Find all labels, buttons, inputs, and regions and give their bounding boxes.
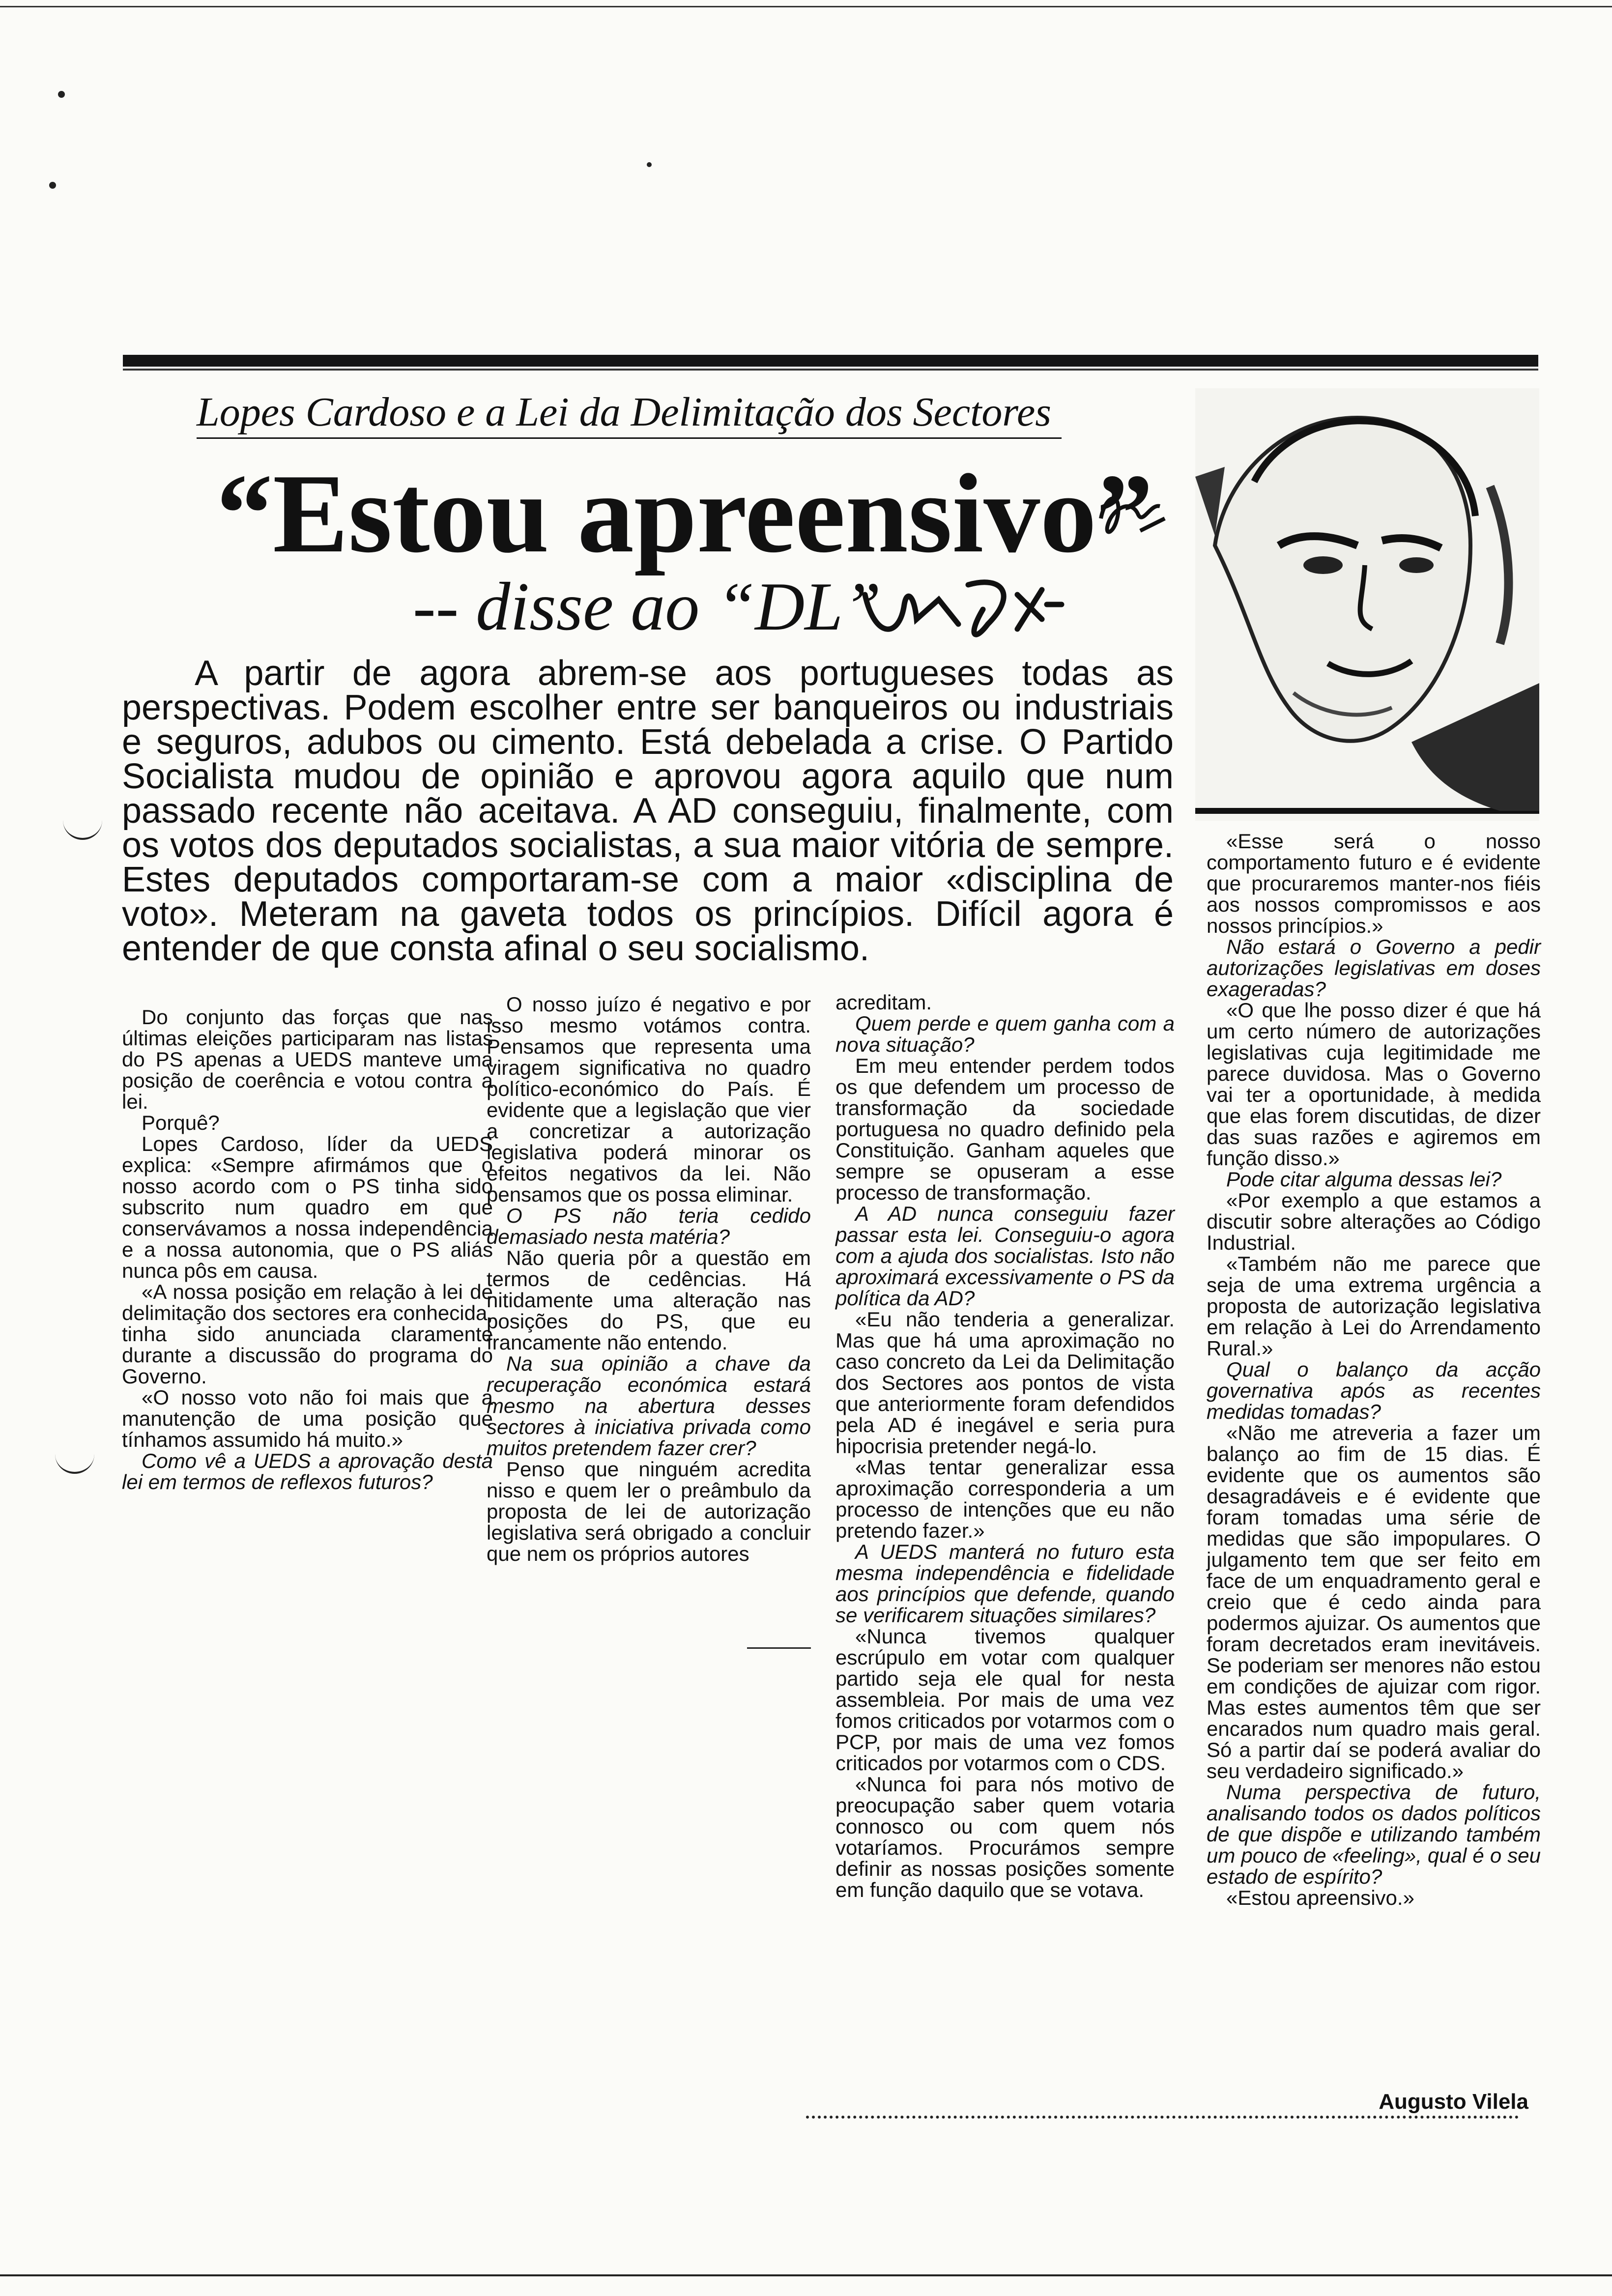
question: Qual o balanço da acção governativa após as recentes medidas tomadas? <box>1207 1358 1541 1423</box>
question: A AD nunca conseguiu fazer passar esta lei. Conseguiu-o agora com a ajuda dos socialistas. Isto não aproximará excessivamente o PS da política da AD? <box>835 1202 1175 1310</box>
paragraph: «O nosso voto não foi mais que a manutenção de uma posição que tínhamos assumido há muito.» <box>122 1386 493 1451</box>
question: O PS não teria cedido demasiado nesta matéria? <box>487 1204 811 1248</box>
speck <box>49 182 56 189</box>
dotted-leader <box>806 2116 1519 2119</box>
header-rule-thin <box>123 369 1538 371</box>
column-2 <box>487 994 811 1564</box>
paragraph: «Estou apreensivo.» <box>1226 1886 1414 1909</box>
speck <box>647 162 652 167</box>
kicker: Lopes Cardoso e a Lei da Delimitação dos Sectores <box>197 389 1051 435</box>
paragraph: «Eu não tenderia a generalizar. Mas que há uma aproximação no caso concreto da Lei da Delimitação dos Sectores aos pontos de vista que anteriormente foram defendidos pela AD é inegável e seria pura hipocrisia pretender negá-lo. <box>835 1308 1175 1458</box>
handwritten-signature <box>855 565 1150 663</box>
paragraph: acreditam. <box>835 991 932 1014</box>
paragraph: «A nossa posição em relação à lei de delimitação dos sectores era conhecida, tinha sido anunciada claramente durante a discussão do programa do Governo. <box>122 1280 493 1388</box>
paragraph: Penso que ninguém acredita nisso e quem ler o preâmbulo da proposta de lei de autorização legislativa será obrigado a concluir que nem os próprios autores <box>487 1458 811 1565</box>
column-4 <box>1207 831 1541 1908</box>
paragraph: Em meu entender perdem todos os que defendem um processo de transformação da sociedade portuguesa no quadro definido pela Constituição. Ganham aqueles que sempre se opuseram a esse processo de transformação. <box>835 1054 1175 1204</box>
paragraph: «Também não me parece que seja de uma extrema urgência a proposta de autorização legislativa em relação à Lei do Arrendamento Rural.» <box>1207 1252 1541 1360</box>
portrait-photo <box>1195 388 1539 821</box>
paragraph: «Não me atreveria a fazer um balanço ao fim de 15 dias. É evidente que os aumentos são desagradáveis e é evidente que foram tomadas uma série de medidas que são impopulares. O julgamento tem que ser feito em face de um enquadramento geral e creio que é cedo ainda para podermos ajuizar. Os aumentos que foram decretados eram inevitáveis. Se poderiam ser menores não estou em condições de ajuizar com rigor. Mas estes aumentos têm que ser encarados num quadro mais geral. Só a partir daí se poderá avaliar do seu verdadeiro significado.» <box>1207 1421 1541 1782</box>
page-bottom-line <box>0 2274 1612 2276</box>
paragraph: «Por exemplo a que estamos a discutir sobre alterações ao Código Industrial. <box>1207 1189 1541 1254</box>
column-1 <box>122 1006 493 1492</box>
paragraph: O nosso juízo é negativo e por isso mesmo votámos contra. Pensamos que representa uma viragem significativa no quadro político-económico do País. É evidente que a legislação que vier a concretizar a autorização legislativa poderá minorar os efeitos negativos da lei. Não pensamos que os possa eliminar. <box>487 993 811 1206</box>
kicker-underline <box>197 437 1062 439</box>
question: A UEDS manterá no futuro esta mesma independência e fidelidade aos princípios que defende, quando se verificarem situações similares? <box>835 1540 1175 1627</box>
paragraph: «Nunca foi para nós motivo de preocupação saber quem votaria connosco ou com quem nós votaríamos. Procurámos sempre definir as nossas posições somente em função daquilo que se votava. <box>835 1773 1175 1901</box>
speck <box>58 91 65 98</box>
margin-mark <box>63 818 102 840</box>
paragraph: Do conjunto das forças que nas últimas eleições participaram nas listas do PS apenas a UEDS manteve uma posição de coerência e votou contra a lei. <box>122 1005 493 1113</box>
question: Pode citar alguma dessas lei? <box>1226 1168 1502 1191</box>
lead-paragraph: A partir de agora abrem-se aos portugueses todas as perspectivas. Podem escolher entre ser banqueiros ou industriais e seguros, adubos ou cimento. Está debelada a crise. O Partido Socialista mudou de opinião e aprovou agora aquilo que num passado recente não aceitava. A AD conseguiu, finalmente, com os votos dos deputados socialistas, a sua maior vitória de sempre. Estes deputados comportaram-se com a maior «disciplina de voto». Meteram na gaveta todos os princípios. Difícil agora é entender de que consta afinal o seu socialismo. <box>122 654 1174 968</box>
question: Na sua opinião a chave da recuperação económica estará mesmo na abertura desses sectores à iniciativa privada como muitos pretendem fazer crer? <box>487 1352 811 1460</box>
paragraph: Não queria pôr a questão em termos de cedências. Há nitidamente uma alteração nas posições do PS, que eu francamente não entendo. <box>487 1246 811 1354</box>
question: Numa perspectiva de futuro, analisando todos os dados políticos de que dispõe e utilizando também um pouco de «feeling», qual é o seu estado de espírito? <box>1207 1780 1541 1888</box>
question: Não estará o Governo a pedir autorizações legislativas em doses exageradas? <box>1207 935 1541 1001</box>
paragraph: Porquê? <box>142 1111 220 1134</box>
paragraph: «O que lhe posso dizer é que há um certo número de autorizações legislativas cuja legitimidade me parece duvidosa. Mas o Governo vai ter a oportunidade, à medida que elas forem discutidas, de dizer das suas razões e agiremos em função disso.» <box>1207 999 1541 1170</box>
byline: Augusto Vilela <box>1379 2090 1528 2114</box>
paragraph: «Nunca tivemos qualquer escrúpulo em votar com qualquer partido seja ele qual for nesta assembleia. Por mais de uma vez fomos criticados por votarmos com o PCP, por mais de uma vez fomos criticados por votarmos com o CDS. <box>835 1625 1175 1775</box>
header-rule <box>123 355 1538 367</box>
question: Quem perde e quem ganha com a nova situação? <box>835 1012 1175 1056</box>
subhead: -- disse ao “DL” <box>413 569 881 645</box>
question: Como vê a UEDS a aprovação desta lei em termos de reflexos futuros? <box>122 1449 493 1493</box>
paragraph: «Mas tentar generalizar essa aproximação corresponderia a um processo de intenções que eu não pretendo fazer.» <box>835 1456 1175 1542</box>
handwritten-mark <box>1091 484 1175 553</box>
margin-mark <box>55 1452 94 1474</box>
column-3 <box>835 992 1175 1900</box>
page-top-line <box>0 6 1612 7</box>
column-end-rule <box>747 1647 811 1649</box>
paragraph: «Esse será o nosso comportamento futuro e é evidente que procuraremos manter-nos fiéis aos nossos compromissos e aos nossos princípios.» <box>1207 830 1541 937</box>
headline: “Estou apreensivo” <box>216 451 1153 576</box>
paragraph: Lopes Cardoso, líder da UEDS explica: «Sempre afirmámos que o nosso acordo com o PS tinha sido subscrito num quadro em que conservávamos a nossa independência e a nossa autonomia, que o PS aliás nunca pôs em causa. <box>122 1132 493 1282</box>
